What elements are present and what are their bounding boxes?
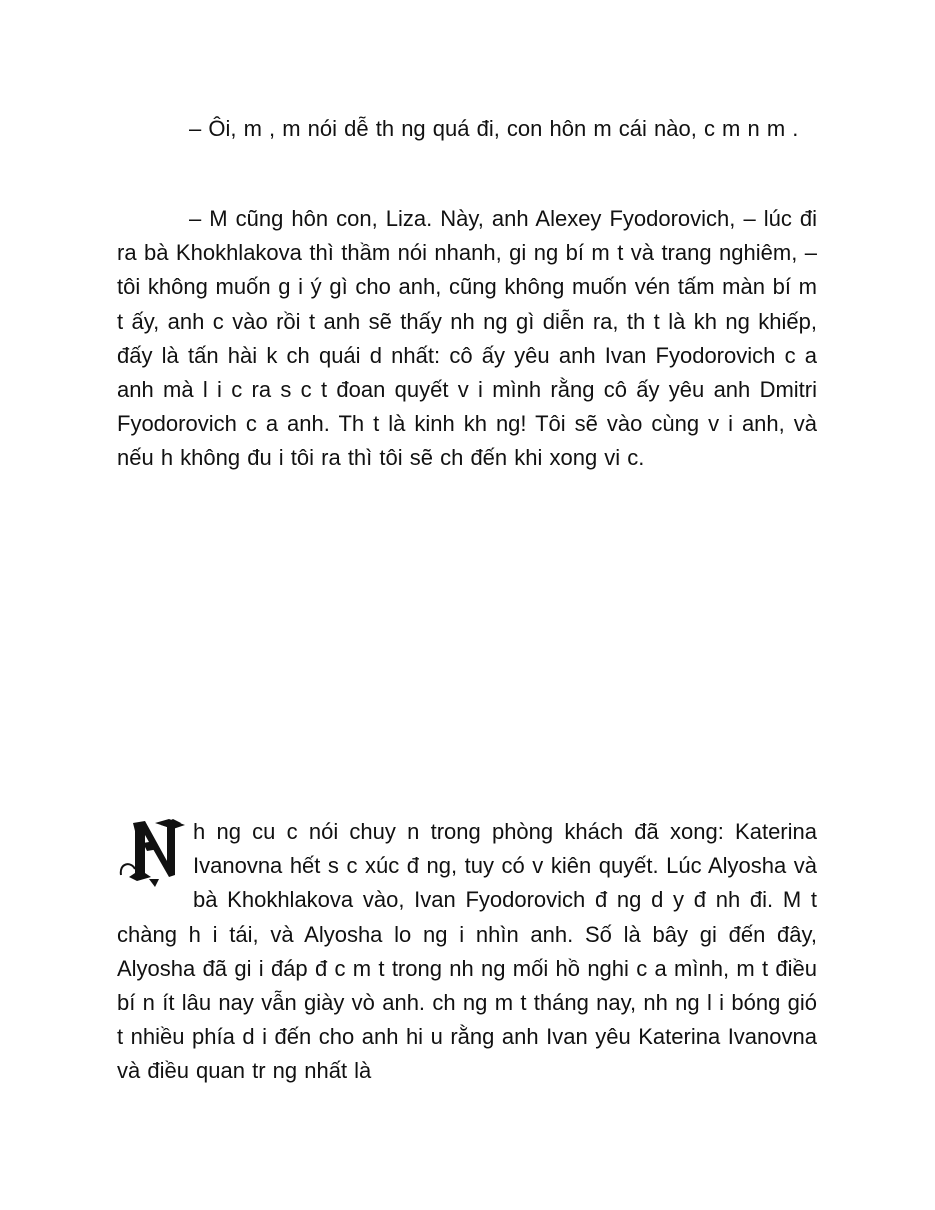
paragraph-3 xyxy=(117,815,817,1089)
dropcap-ornament xyxy=(115,817,187,889)
paragraph-2 xyxy=(117,202,817,476)
paragraph-1-text: – Ôi, m , m nói dễ th ng quá đi, con hôn m cái nào, c m n m . xyxy=(189,116,799,141)
dropcap-n-icon xyxy=(115,817,187,889)
paragraph-2-text: – M cũng hôn con, Liza. Này, anh Alexey Fyodorovich, – lúc đi ra bà Khokhlakova thì thầm nói nhanh, gi ng bí m t và trang nghiêm, – tôi không muốn g i ý gì cho anh, cũng không muốn vén tấm màn bí m t ấy, anh c vào rồi t anh sẽ thấy nh ng gì diễn ra, th t là kh ng khiếp, đấy là tấn hài k ch quái d nhất: cô ấy yêu anh Ivan Fyodorovich c a anh mà l i c ra s c t đoan quyết v i mình rằng cô ấy yêu anh Dmitri Fyodorovich c a anh. Th t là kinh kh ng! Tôi sẽ vào cùng v i anh, và nếu h không đu i tôi ra thì tôi sẽ ch đến khi xong vi c. xyxy=(117,206,817,471)
paragraph-3-text: h ng cu c nói chuy n trong phòng khách đã xong: Katerina Ivanovna hết s c xúc đ ng, tuy có v kiên quyết. Lúc Alyosha và bà Khokhlakova vào, Ivan Fyodorovich đ ng d y đ nh đi. M t chàng h i tái, và Alyosha lo ng i nhìn anh. Số là bây gi đến đây, Alyosha đã gi i đáp đ c m t trong nh ng mối hồ nghi c a mình, m t điều bí n ít lâu nay vẫn giày vò anh. ch ng m t tháng nay, nh ng l i bóng gió t nhiều phía d i đến cho anh hi u rằng anh Ivan yêu Katerina Ivanovna và điều quan tr ng nhất là xyxy=(117,819,817,1084)
paragraph-1 xyxy=(117,112,817,146)
